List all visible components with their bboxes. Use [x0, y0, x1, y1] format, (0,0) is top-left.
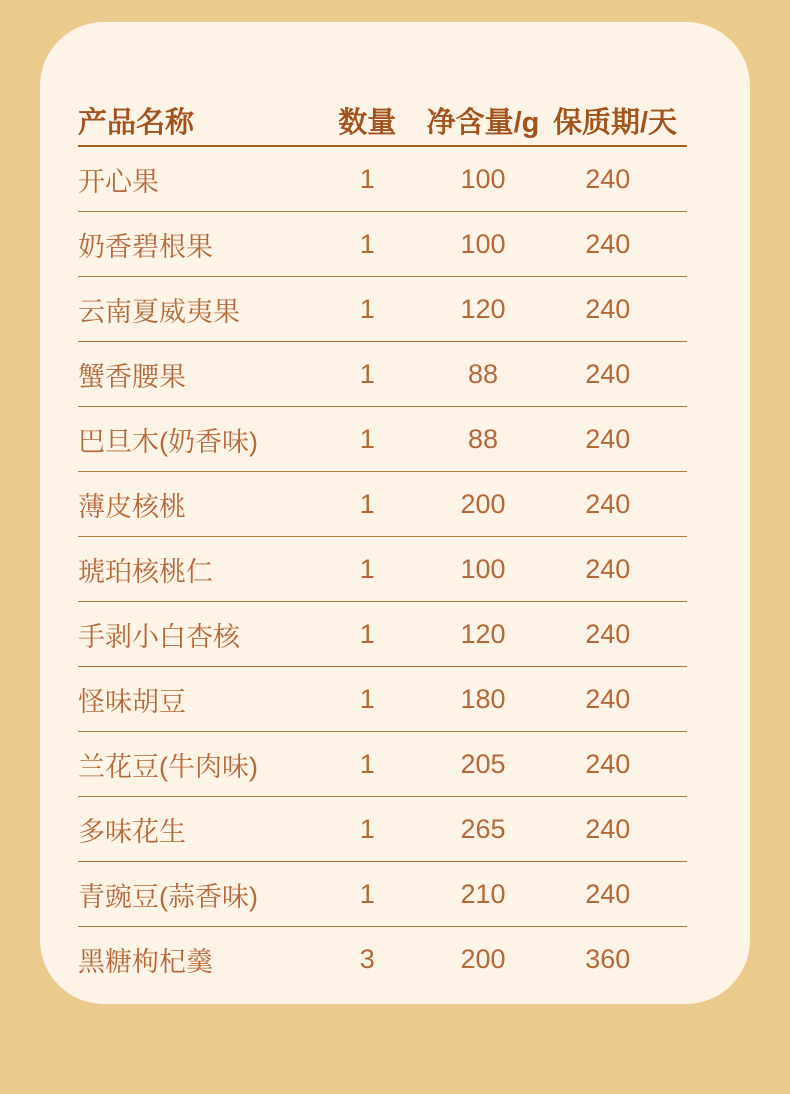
net-weight-cell: 205: [460, 748, 506, 779]
shelf-life-cell: 240: [585, 878, 631, 909]
table-row: [78, 147, 687, 212]
table-row: [78, 732, 687, 797]
product-spec-card: [40, 22, 750, 1004]
product-name-cell: 开心果: [78, 166, 159, 197]
shelf-life-cell: 240: [585, 813, 631, 844]
product-name-cell: 云南夏威夷果: [78, 296, 240, 327]
header-shelf-life: 保质期/天: [553, 106, 678, 139]
net-weight-cell: 120: [460, 293, 506, 324]
header-net-weight: 净含量/g: [426, 106, 540, 139]
product-name-cell: 兰花豆(牛肉味): [78, 751, 258, 782]
shelf-life-cell: 240: [585, 228, 631, 259]
product-name-cell: 巴旦木(奶香味): [78, 426, 258, 457]
table-row: [78, 862, 687, 927]
quantity-cell: 1: [359, 488, 375, 519]
quantity-cell: 1: [359, 618, 375, 649]
quantity-cell: 1: [359, 358, 375, 389]
product-name-cell: 黑糖枸杞羹: [78, 947, 213, 977]
net-weight-cell: 100: [460, 228, 506, 259]
quantity-cell: 1: [359, 553, 375, 584]
net-weight-cell: 88: [467, 423, 498, 454]
table-row: [78, 277, 687, 342]
product-name-cell: 蟹香腰果: [78, 361, 186, 392]
shelf-life-cell: 360: [585, 944, 631, 974]
net-weight-cell: 180: [460, 683, 506, 714]
table-row: [78, 407, 687, 472]
product-spec-table: [78, 95, 687, 992]
quantity-cell: 3: [359, 944, 375, 974]
net-weight-cell: 100: [460, 553, 506, 584]
product-name-cell: 多味花生: [78, 816, 186, 847]
shelf-life-cell: 240: [585, 423, 631, 454]
shelf-life-cell: 240: [585, 163, 631, 194]
shelf-life-cell: 240: [585, 488, 631, 519]
table-header-row: [78, 95, 687, 147]
shelf-life-cell: 240: [585, 683, 631, 714]
table-row: [78, 537, 687, 602]
table-row: [78, 602, 687, 667]
net-weight-cell: 200: [460, 944, 506, 974]
net-weight-cell: 120: [460, 618, 506, 649]
quantity-cell: 1: [359, 683, 375, 714]
header-quantity: 数量: [338, 106, 397, 139]
shelf-life-cell: 240: [585, 618, 631, 649]
quantity-cell: 1: [359, 748, 375, 779]
product-name-cell: 奶香碧根果: [78, 231, 213, 262]
product-name-cell: 怪味胡豆: [78, 686, 186, 717]
table-row: [78, 927, 687, 992]
table-row: [78, 797, 687, 862]
quantity-cell: 1: [359, 878, 375, 909]
table-row: [78, 342, 687, 407]
shelf-life-cell: 240: [585, 553, 631, 584]
quantity-cell: 1: [359, 813, 375, 844]
net-weight-cell: 88: [467, 358, 498, 389]
net-weight-cell: 265: [460, 813, 506, 844]
table-row: [78, 212, 687, 277]
header-product-name: 产品名称: [78, 106, 195, 139]
shelf-life-cell: 240: [585, 358, 631, 389]
shelf-life-cell: 240: [585, 293, 631, 324]
shelf-life-cell: 240: [585, 748, 631, 779]
quantity-cell: 1: [359, 423, 375, 454]
table-row: [78, 472, 687, 537]
quantity-cell: 1: [359, 293, 375, 324]
net-weight-cell: 210: [460, 878, 506, 909]
net-weight-cell: 200: [460, 488, 506, 519]
table-body: [78, 147, 687, 992]
quantity-cell: 1: [359, 163, 375, 194]
table-row: [78, 667, 687, 732]
net-weight-cell: 100: [460, 163, 506, 194]
product-name-cell: 青豌豆(蒜香味): [78, 881, 258, 912]
product-name-cell: 琥珀核桃仁: [78, 556, 213, 587]
product-name-cell: 薄皮核桃: [78, 491, 186, 522]
quantity-cell: 1: [359, 228, 375, 259]
product-name-cell: 手剥小白杏核: [78, 621, 240, 652]
